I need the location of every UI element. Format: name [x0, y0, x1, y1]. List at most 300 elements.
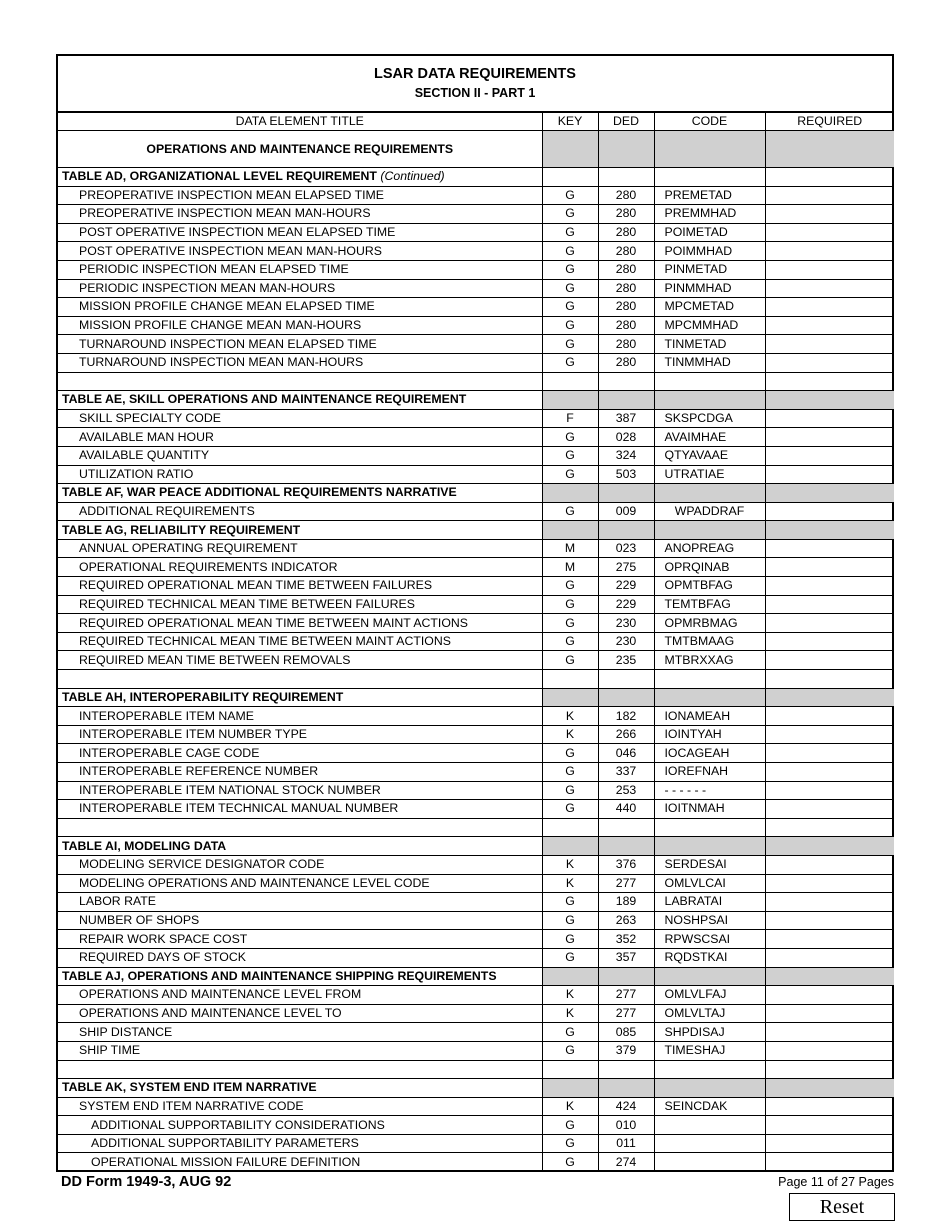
key-cell: G — [542, 465, 598, 484]
table-row — [58, 781, 894, 800]
data-element-title: SHIP TIME — [58, 1041, 542, 1060]
data-element-title: ANNUAL OPERATING REQUIREMENT — [58, 539, 542, 558]
table-row — [58, 707, 894, 726]
table-row — [58, 298, 894, 317]
ded-cell: 280 — [598, 242, 654, 261]
table-row — [58, 1004, 894, 1023]
code-cell: PINMETAD — [654, 260, 765, 279]
data-element-title: ADDITIONAL SUPPORTABILITY PARAMETERS — [58, 1134, 542, 1153]
shaded-cell — [765, 967, 894, 986]
required-cell[interactable] — [765, 353, 894, 372]
code-cell: OPRQINAB — [654, 558, 765, 577]
ded-cell: 229 — [598, 595, 654, 614]
key-cell: G — [542, 595, 598, 614]
data-element-title: OPERATIONAL REQUIREMENTS INDICATOR — [58, 558, 542, 577]
col-header-title: DATA ELEMENT TITLE — [58, 113, 542, 131]
ded-cell: 266 — [598, 725, 654, 744]
ded-cell: 277 — [598, 874, 654, 893]
table-row — [58, 502, 894, 521]
reset-button[interactable]: Reset — [789, 1193, 895, 1221]
ded-cell: 376 — [598, 855, 654, 874]
blank-cell — [654, 818, 765, 837]
code-cell: ANOPREAG — [654, 539, 765, 558]
required-cell[interactable] — [765, 707, 894, 726]
data-element-title: MISSION PROFILE CHANGE MEAN ELAPSED TIME — [58, 298, 542, 317]
blank-cell — [58, 670, 542, 689]
code-cell: IONAMEAH — [654, 707, 765, 726]
code-cell: TMTBMAAG — [654, 632, 765, 651]
required-cell[interactable] — [765, 948, 894, 967]
code-cell: IOCAGEAH — [654, 744, 765, 763]
table-row — [58, 242, 894, 261]
shaded-cell — [654, 688, 765, 707]
table-row — [58, 986, 894, 1005]
key-cell: G — [542, 260, 598, 279]
required-cell[interactable] — [765, 539, 894, 558]
ded-cell: 229 — [598, 577, 654, 596]
key-cell: G — [542, 763, 598, 782]
ded-cell: 235 — [598, 651, 654, 670]
required-cell[interactable] — [765, 1004, 894, 1023]
required-cell[interactable] — [765, 335, 894, 354]
table-row — [58, 930, 894, 949]
ded-cell: 280 — [598, 279, 654, 298]
table-group-label: TABLE AH, INTEROPERABILITY REQUIREMENT — [62, 689, 344, 704]
required-cell[interactable] — [765, 744, 894, 763]
ded-cell: 230 — [598, 632, 654, 651]
code-cell — [654, 1153, 765, 1172]
code-cell: MTBRXXAG — [654, 651, 765, 670]
table-row — [58, 1041, 894, 1060]
required-cell[interactable] — [765, 893, 894, 912]
table-row — [58, 279, 894, 298]
ded-cell: 424 — [598, 1097, 654, 1116]
required-cell[interactable] — [765, 465, 894, 484]
ded-cell: 277 — [598, 986, 654, 1005]
blank-cell — [765, 1060, 894, 1079]
ded-cell: 324 — [598, 446, 654, 465]
key-cell: M — [542, 539, 598, 558]
shaded-cell — [765, 521, 894, 540]
data-element-title: REPAIR WORK SPACE COST — [58, 930, 542, 949]
code-cell: SERDESAI — [654, 855, 765, 874]
table-group-label: TABLE AE, SKILL OPERATIONS AND MAINTENANCE REQUIREMENT — [62, 392, 467, 407]
table-group-title — [58, 837, 542, 856]
table-row — [58, 763, 894, 782]
data-element-title: PREOPERATIVE INSPECTION MEAN ELAPSED TIME — [58, 186, 542, 205]
shaded-cell — [765, 131, 894, 168]
key-cell: G — [542, 893, 598, 912]
code-cell: OMLVLFAJ — [654, 986, 765, 1005]
key-cell: M — [542, 558, 598, 577]
required-cell[interactable] — [765, 242, 894, 261]
data-element-title: INTEROPERABLE ITEM NATIONAL STOCK NUMBER — [58, 781, 542, 800]
ded-cell: 503 — [598, 465, 654, 484]
code-cell: POIMMHAD — [654, 242, 765, 261]
shaded-cell — [765, 837, 894, 856]
data-element-title: LABOR RATE — [58, 893, 542, 912]
form-header — [58, 56, 892, 112]
code-cell — [654, 1134, 765, 1153]
blank-row — [58, 1060, 894, 1079]
key-cell: F — [542, 409, 598, 428]
table-group-row — [58, 1079, 894, 1098]
blank-cell — [542, 818, 598, 837]
key-cell: G — [542, 186, 598, 205]
table-group-label: TABLE AK, SYSTEM END ITEM NARRATIVE — [62, 1080, 317, 1095]
table-group-label: TABLE AG, RELIABILITY REQUIREMENT — [62, 522, 301, 537]
data-element-title: POST OPERATIVE INSPECTION MEAN MAN-HOURS — [58, 242, 542, 261]
table-row — [58, 595, 894, 614]
column-header-row — [58, 113, 894, 131]
blank-cell — [58, 372, 542, 391]
key-cell: G — [542, 744, 598, 763]
required-cell[interactable] — [765, 298, 894, 317]
data-element-title: SKILL SPECIALTY CODE — [58, 409, 542, 428]
key-cell: K — [542, 1097, 598, 1116]
data-element-title: MODELING OPERATIONS AND MAINTENANCE LEVEL CODE — [58, 874, 542, 893]
key-cell: G — [542, 930, 598, 949]
lsar-form — [56, 54, 894, 1172]
key-cell: G — [542, 353, 598, 372]
code-cell: POIMETAD — [654, 223, 765, 242]
table-group-title — [58, 168, 542, 187]
code-cell: PREMETAD — [654, 186, 765, 205]
shaded-cell — [765, 688, 894, 707]
required-cell[interactable] — [765, 1153, 894, 1172]
ded-cell: 189 — [598, 893, 654, 912]
shaded-cell — [654, 967, 765, 986]
required-cell[interactable] — [765, 316, 894, 335]
table-row — [58, 205, 894, 224]
code-cell: TEMTBFAG — [654, 595, 765, 614]
ded-cell: 280 — [598, 223, 654, 242]
shaded-cell — [654, 484, 765, 503]
key-cell: G — [542, 577, 598, 596]
table-row — [58, 1116, 894, 1135]
required-cell[interactable] — [765, 409, 894, 428]
code-cell: - - - - - - — [654, 781, 765, 800]
key-cell: G — [542, 614, 598, 633]
shaded-cell — [654, 1079, 765, 1098]
blank-cell — [654, 670, 765, 689]
data-element-title: SHIP DISTANCE — [58, 1023, 542, 1042]
table-row — [58, 558, 894, 577]
blank-cell — [765, 372, 894, 391]
table-group-label: TABLE AD, ORGANIZATIONAL LEVEL REQUIREMENT — [62, 169, 377, 184]
required-cell[interactable] — [765, 930, 894, 949]
table-row — [58, 744, 894, 763]
required-cell[interactable] — [765, 223, 894, 242]
blank-cell — [542, 670, 598, 689]
code-cell: IOINTYAH — [654, 725, 765, 744]
shaded-cell — [765, 168, 894, 187]
ded-cell: 011 — [598, 1134, 654, 1153]
required-cell[interactable] — [765, 986, 894, 1005]
form-subtitle: SECTION II - PART 1 — [414, 86, 536, 100]
table-row — [58, 911, 894, 930]
shaded-cell — [654, 168, 765, 187]
key-cell: K — [542, 725, 598, 744]
table-group-row — [58, 484, 894, 503]
blank-row — [58, 372, 894, 391]
code-cell: LABRATAI — [654, 893, 765, 912]
table-row — [58, 1134, 894, 1153]
data-element-title: INTEROPERABLE ITEM TECHNICAL MANUAL NUMBER — [58, 800, 542, 819]
code-cell: UTRATIAE — [654, 465, 765, 484]
blank-cell — [598, 372, 654, 391]
required-cell[interactable] — [765, 855, 894, 874]
table-row — [58, 428, 894, 447]
code-cell: RPWSCSAI — [654, 930, 765, 949]
table-row — [58, 1097, 894, 1116]
shaded-cell — [598, 168, 654, 187]
key-cell: G — [542, 242, 598, 261]
code-cell: PREMMHAD — [654, 205, 765, 224]
required-cell[interactable] — [765, 1023, 894, 1042]
table-row — [58, 800, 894, 819]
col-header-ded: DED — [598, 113, 654, 131]
blank-cell — [654, 372, 765, 391]
table-row — [58, 948, 894, 967]
code-cell: RQDSTKAI — [654, 948, 765, 967]
required-cell[interactable] — [765, 1134, 894, 1153]
key-cell: K — [542, 855, 598, 874]
shaded-cell — [542, 131, 598, 168]
key-cell: G — [542, 948, 598, 967]
code-cell: OMLVLCAI — [654, 874, 765, 893]
table-row — [58, 855, 894, 874]
shaded-cell — [598, 391, 654, 410]
required-cell[interactable] — [765, 632, 894, 651]
table-row — [58, 186, 894, 205]
table-group-title — [58, 967, 542, 986]
table-group-title — [58, 391, 542, 410]
code-cell: TINMMHAD — [654, 353, 765, 372]
blank-cell — [765, 670, 894, 689]
code-cell: AVAIMHAE — [654, 428, 765, 447]
table-row — [58, 577, 894, 596]
required-cell[interactable] — [765, 260, 894, 279]
required-cell[interactable] — [765, 446, 894, 465]
data-element-title: OPERATIONS AND MAINTENANCE LEVEL FROM — [58, 986, 542, 1005]
ded-cell: 280 — [598, 298, 654, 317]
required-cell[interactable] — [765, 279, 894, 298]
shaded-cell — [654, 837, 765, 856]
table-row — [58, 893, 894, 912]
required-cell[interactable] — [765, 186, 894, 205]
code-cell: MPCMETAD — [654, 298, 765, 317]
ded-cell: 230 — [598, 614, 654, 633]
data-element-title: OPERATIONAL MISSION FAILURE DEFINITION — [58, 1153, 542, 1172]
code-cell: MPCMMHAD — [654, 316, 765, 335]
key-cell: G — [542, 335, 598, 354]
key-cell: G — [542, 1153, 598, 1172]
blank-cell — [598, 1060, 654, 1079]
required-cell[interactable] — [765, 595, 894, 614]
key-cell: K — [542, 707, 598, 726]
data-element-title: MISSION PROFILE CHANGE MEAN MAN-HOURS — [58, 316, 542, 335]
required-cell[interactable] — [765, 1097, 894, 1116]
table-group-row — [58, 391, 894, 410]
shaded-cell — [598, 484, 654, 503]
shaded-cell — [654, 131, 765, 168]
table-row — [58, 223, 894, 242]
code-cell: NOSHPSAI — [654, 911, 765, 930]
key-cell: K — [542, 986, 598, 1005]
shaded-cell — [598, 131, 654, 168]
shaded-cell — [542, 391, 598, 410]
table-row — [58, 725, 894, 744]
section-heading-row — [58, 131, 894, 168]
key-cell: G — [542, 205, 598, 224]
key-cell: G — [542, 223, 598, 242]
shaded-cell — [598, 837, 654, 856]
ded-cell: 280 — [598, 205, 654, 224]
blank-cell — [542, 372, 598, 391]
table-group-label: TABLE AF, WAR PEACE ADDITIONAL REQUIREMENTS NARRATIVE — [62, 485, 457, 500]
key-cell: K — [542, 874, 598, 893]
code-cell: OPMTBFAG — [654, 577, 765, 596]
required-cell[interactable] — [765, 502, 894, 521]
table-group-row — [58, 168, 894, 187]
data-element-title: AVAILABLE MAN HOUR — [58, 428, 542, 447]
ded-cell: 253 — [598, 781, 654, 800]
blank-cell — [765, 818, 894, 837]
col-header-code: CODE — [654, 113, 765, 131]
ded-cell: 085 — [598, 1023, 654, 1042]
col-header-key: KEY — [542, 113, 598, 131]
required-cell[interactable] — [765, 1041, 894, 1060]
key-cell: G — [542, 316, 598, 335]
code-cell: PINMMHAD — [654, 279, 765, 298]
table-row — [58, 260, 894, 279]
section-heading: OPERATIONS AND MAINTENANCE REQUIREMENTS — [58, 131, 542, 168]
table-row — [58, 1023, 894, 1042]
shaded-cell — [765, 484, 894, 503]
data-element-title: OPERATIONS AND MAINTENANCE LEVEL TO — [58, 1004, 542, 1023]
data-element-title: REQUIRED TECHNICAL MEAN TIME BETWEEN MAINT ACTIONS — [58, 632, 542, 651]
table-group-row — [58, 967, 894, 986]
key-cell: G — [542, 911, 598, 930]
required-cell[interactable] — [765, 781, 894, 800]
code-cell: SKSPCDGA — [654, 409, 765, 428]
data-element-title: INTEROPERABLE ITEM NAME — [58, 707, 542, 726]
key-cell: G — [542, 632, 598, 651]
ded-cell: 280 — [598, 260, 654, 279]
ded-cell: 280 — [598, 335, 654, 354]
ded-cell: 357 — [598, 948, 654, 967]
table-group-title — [58, 484, 542, 503]
required-cell[interactable] — [765, 874, 894, 893]
data-element-title: PERIODIC INSPECTION MEAN ELAPSED TIME — [58, 260, 542, 279]
ded-cell: 337 — [598, 763, 654, 782]
key-cell: K — [542, 1004, 598, 1023]
required-cell[interactable] — [765, 651, 894, 670]
shaded-cell — [598, 967, 654, 986]
key-cell: G — [542, 1116, 598, 1135]
table-group-title — [58, 1079, 542, 1098]
required-cell[interactable] — [765, 614, 894, 633]
code-cell — [654, 1116, 765, 1135]
col-header-required: REQUIRED — [765, 113, 894, 131]
blank-cell — [58, 818, 542, 837]
data-element-title: MODELING SERVICE DESIGNATOR CODE — [58, 855, 542, 874]
required-cell[interactable] — [765, 558, 894, 577]
data-element-title: INTEROPERABLE CAGE CODE — [58, 744, 542, 763]
data-element-title: INTEROPERABLE REFERENCE NUMBER — [58, 763, 542, 782]
table-row — [58, 446, 894, 465]
required-cell[interactable] — [765, 428, 894, 447]
data-element-title: TURNAROUND INSPECTION MEAN ELAPSED TIME — [58, 335, 542, 354]
table-row — [58, 614, 894, 633]
data-element-title: SYSTEM END ITEM NARRATIVE CODE — [58, 1097, 542, 1116]
form-title: LSAR DATA REQUIREMENTS — [374, 66, 576, 82]
table-row — [58, 409, 894, 428]
key-cell: G — [542, 298, 598, 317]
required-cell[interactable] — [765, 577, 894, 596]
code-cell: TINMETAD — [654, 335, 765, 354]
shaded-cell — [542, 521, 598, 540]
blank-cell — [598, 818, 654, 837]
data-element-title: PREOPERATIVE INSPECTION MEAN MAN-HOURS — [58, 205, 542, 224]
table-row — [58, 316, 894, 335]
table-group-title — [58, 521, 542, 540]
required-cell[interactable] — [765, 725, 894, 744]
required-cell[interactable] — [765, 763, 894, 782]
key-cell: G — [542, 800, 598, 819]
ded-cell: 277 — [598, 1004, 654, 1023]
shaded-cell — [598, 688, 654, 707]
required-cell[interactable] — [765, 1116, 894, 1135]
key-cell: G — [542, 1041, 598, 1060]
key-cell: G — [542, 651, 598, 670]
required-cell[interactable] — [765, 911, 894, 930]
shaded-cell — [542, 168, 598, 187]
table-row — [58, 651, 894, 670]
table-row — [58, 335, 894, 354]
ded-cell: 010 — [598, 1116, 654, 1135]
key-cell: G — [542, 1023, 598, 1042]
key-cell: G — [542, 1134, 598, 1153]
data-element-title: REQUIRED TECHNICAL MEAN TIME BETWEEN FAILURES — [58, 595, 542, 614]
code-cell: TIMESHAJ — [654, 1041, 765, 1060]
code-cell: QTYAVAAE — [654, 446, 765, 465]
ded-cell: 280 — [598, 353, 654, 372]
shaded-cell — [542, 484, 598, 503]
blank-cell — [598, 670, 654, 689]
shaded-cell — [542, 967, 598, 986]
ded-cell: 263 — [598, 911, 654, 930]
key-cell: G — [542, 781, 598, 800]
data-element-title: REQUIRED OPERATIONAL MEAN TIME BETWEEN FAILURES — [58, 577, 542, 596]
ded-cell: 028 — [598, 428, 654, 447]
required-cell[interactable] — [765, 205, 894, 224]
table-group-title — [58, 688, 542, 707]
form-number: DD Form 1949-3, AUG 92 — [61, 1174, 232, 1190]
ded-cell: 274 — [598, 1153, 654, 1172]
table-row — [58, 874, 894, 893]
code-cell: SEINCDAK — [654, 1097, 765, 1116]
data-element-title: TURNAROUND INSPECTION MEAN MAN-HOURS — [58, 353, 542, 372]
required-cell[interactable] — [765, 800, 894, 819]
shaded-cell — [598, 521, 654, 540]
table-group-row — [58, 837, 894, 856]
data-element-title: REQUIRED DAYS OF STOCK — [58, 948, 542, 967]
code-cell: WPADDRAF — [654, 502, 765, 521]
code-cell: SHPDISAJ — [654, 1023, 765, 1042]
data-element-title: AVAILABLE QUANTITY — [58, 446, 542, 465]
